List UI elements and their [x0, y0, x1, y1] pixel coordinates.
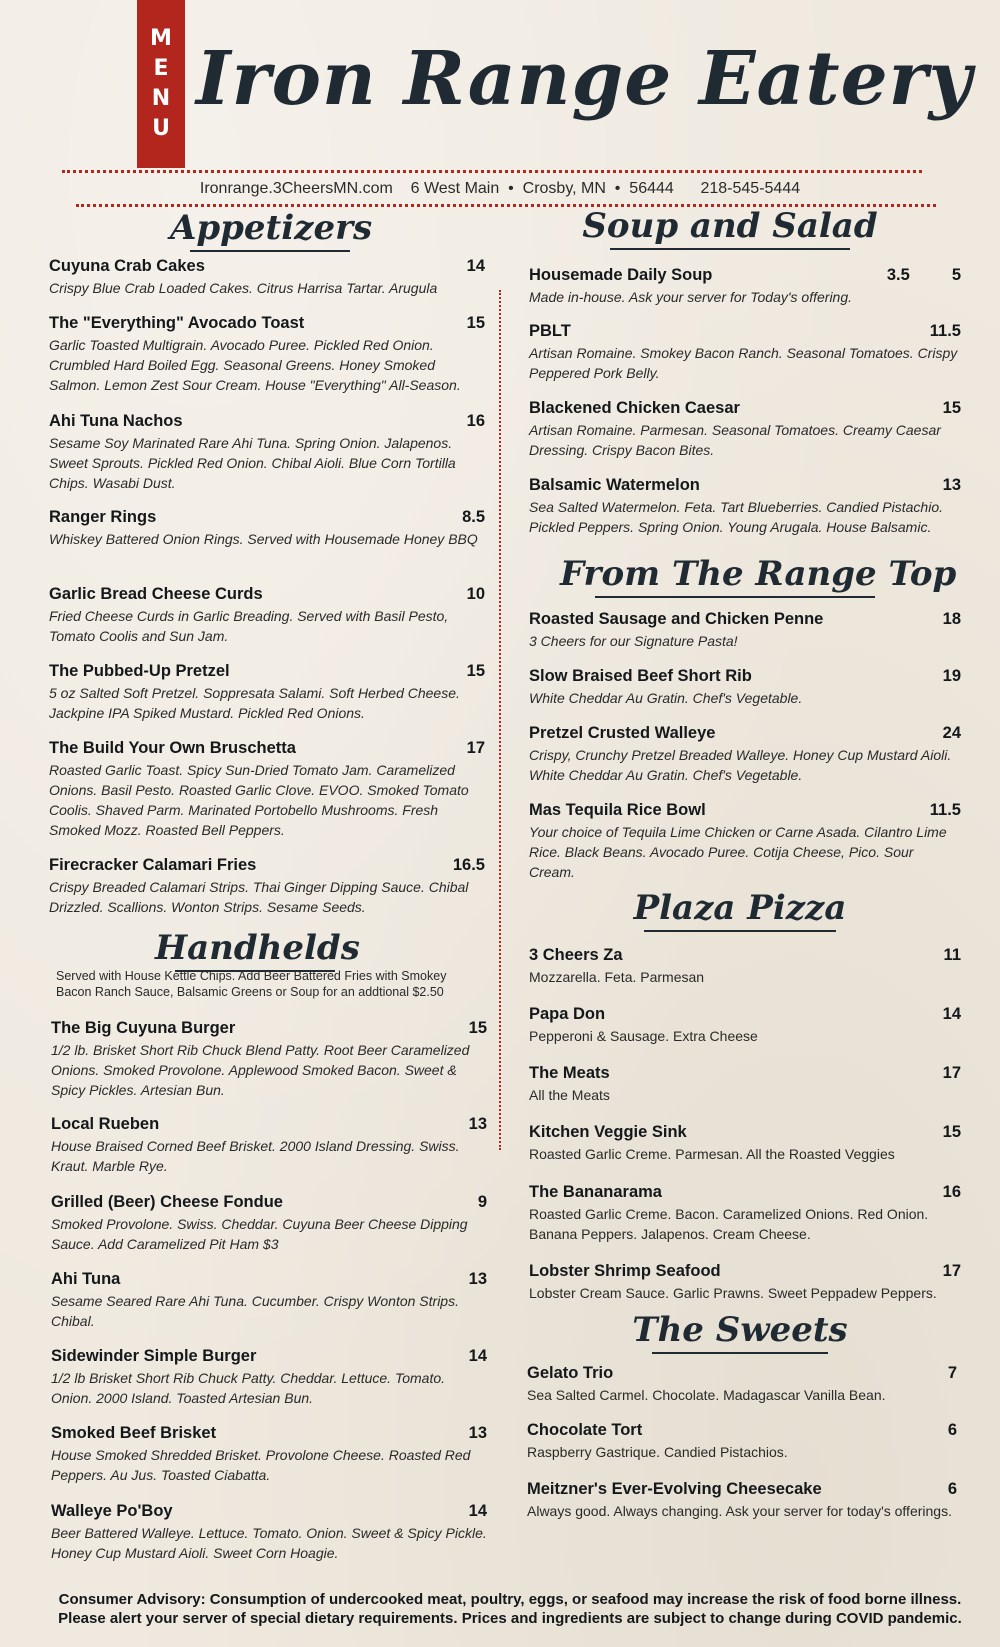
menu-item	[529, 667, 961, 708]
menu-item	[529, 1005, 961, 1046]
item-name: Meitzner's Ever-Evolving Cheesecake	[527, 1480, 822, 1498]
item-description: Always good. Always changing. Ask your server for today's offerings.	[527, 1503, 952, 1519]
menu-item	[529, 1064, 961, 1105]
separator: •	[614, 180, 621, 197]
item-price: 13	[468, 1270, 487, 1288]
item-price: 14	[466, 257, 485, 275]
menu-item	[529, 1123, 961, 1164]
item-description: White Cheddar Au Gratin. Chef's Vegetable.	[529, 690, 803, 706]
item-description: Smoked Provolone. Swiss. Cheddar. Cuyuna Beer Cheese Dipping Sauce. Add Caramelized Pit Ham $3	[51, 1216, 468, 1252]
item-price: 16	[466, 412, 485, 430]
item-price: 11.5	[929, 322, 961, 340]
item-name: Sidewinder Simple Burger	[51, 1347, 257, 1365]
zip: 56444	[629, 180, 674, 197]
item-name: Gelato Trio	[527, 1364, 614, 1382]
item-name: The Big Cuyuna Burger	[51, 1019, 236, 1037]
item-price: 11.5	[929, 801, 961, 819]
item-name: The Build Your Own Bruschetta	[49, 739, 296, 757]
item-description: Pepperoni & Sausage. Extra Cheese	[529, 1028, 758, 1044]
city: Crosby, MN	[522, 180, 606, 197]
item-name: Papa Don	[529, 1005, 606, 1023]
contact-line	[0, 180, 1000, 198]
item-description: Your choice of Tequila Lime Chicken or Carne Asada. Cilantro Lime Rice. Black Beans. Avocado Puree. Cotija Cheese, Pico. Sour Cream.	[529, 824, 947, 880]
menu-item	[49, 257, 485, 298]
item-description: Sea Salted Watermelon. Feta. Tart Blueberries. Candied Pistachio. Pickled Peppers. Spring Onion. Young Arugala. House Balsamic.	[529, 499, 943, 535]
item-description: Roasted Garlic Creme. Bacon. Caramelized Onions. Red Onion. Banana Peppers. Jalapenos. Cream Cheese.	[529, 1206, 929, 1242]
item-name: Pretzel Crusted Walleye	[529, 724, 716, 742]
menu-item	[527, 1364, 957, 1405]
item-price: 15	[466, 314, 485, 332]
item-price: 24	[942, 724, 961, 742]
item-name: The "Everything" Avocado Toast	[49, 314, 305, 332]
item-prices	[887, 266, 961, 285]
item-description: Fried Cheese Curds in Garlic Breading. Served with Basil Pesto, Tomato Coolis and Sun Jam.	[49, 608, 449, 644]
menu-item	[51, 1270, 487, 1331]
item-price: 14	[942, 1005, 961, 1023]
item-description: Sesame Seared Rare Ahi Tuna. Cucumber. Crispy Wonton Strips. Chibal.	[51, 1293, 459, 1329]
item-description: 5 oz Salted Soft Pretzel. Soppresata Salami. Soft Herbed Cheese. Jackpine IPA Spiked Mustard. Pickled Red Onions.	[49, 685, 460, 721]
item-name: PBLT	[529, 322, 571, 340]
menu-tab-letter: N	[151, 86, 171, 111]
menu-item	[529, 322, 961, 383]
item-price: 17	[466, 739, 485, 757]
item-price: 15	[942, 399, 961, 417]
item-name: Firecracker Calamari Fries	[49, 856, 257, 874]
item-name: Mas Tequila Rice Bowl	[529, 801, 706, 819]
item-name: Smoked Beef Brisket	[51, 1424, 217, 1442]
item-price: 13	[468, 1115, 487, 1133]
item-price-large: 5	[951, 266, 961, 284]
heading-range-top: From The Range Top	[560, 554, 910, 598]
item-name: Balsamic Watermelon	[529, 476, 700, 494]
menu-tab	[137, 0, 185, 168]
item-price: 8.5	[462, 508, 485, 526]
menu-item	[529, 724, 961, 785]
item-description: Crispy, Crunchy Pretzel Breaded Walleye. Honey Cup Mustard Aioli. White Cheddar Au Gratin. Chef's Vegetable.	[529, 747, 952, 783]
item-description: Made in-house. Ask your server for Today's offering.	[529, 289, 853, 305]
item-description: Crispy Breaded Calamari Strips. Thai Ginger Dipping Sauce. Chibal Drizzled. Scallions. Wonton Strips. Sesame Seeds.	[49, 879, 469, 915]
item-price: 6	[947, 1421, 957, 1439]
menu-item	[529, 266, 961, 307]
menu-item	[529, 610, 961, 651]
top-divider	[62, 170, 922, 173]
item-description: Garlic Toasted Multigrain. Avocado Puree. Pickled Red Onion. Crumbled Hard Boiled Egg. Seasonal Greens. Honey Smoked Salmon. Lemon Zest Sour Cream. House "Everything" All-Season.	[49, 337, 461, 393]
menu-item	[529, 946, 961, 987]
item-price: 15	[466, 662, 485, 680]
restaurant-title: Iron Range Eatery	[196, 36, 973, 122]
menu-item	[529, 476, 961, 537]
heading-pizza: Plaza Pizza	[620, 888, 860, 932]
item-name: Roasted Sausage and Chicken Penne	[529, 610, 824, 628]
menu-item	[49, 856, 485, 917]
item-price: 17	[942, 1262, 961, 1280]
item-price: 14	[468, 1502, 487, 1520]
menu-item	[49, 662, 485, 723]
menu-tab-letter: M	[150, 26, 172, 51]
separator: •	[508, 180, 514, 197]
phone[interactable]: 218-545-5444	[700, 180, 801, 197]
menu-item	[49, 314, 485, 395]
menu-item	[529, 399, 961, 460]
item-description: Sea Salted Carmel. Chocolate. Madagascar Vanilla Bean.	[527, 1387, 886, 1403]
item-description: Mozzarella. Feta. Parmesan	[529, 969, 705, 985]
item-price: 14	[468, 1347, 487, 1365]
menu-item	[527, 1480, 957, 1521]
item-name: Lobster Shrimp Seafood	[529, 1262, 721, 1280]
item-name: Housemade Daily Soup	[529, 266, 713, 284]
item-description: 1/2 lb. Brisket Short Rib Chuck Blend Patty. Root Beer Caramelized Onions. Smoked Provolone. Applewood Smoked Bacon. Sweet & Spicy Pickles. Artesian Bun.	[51, 1042, 470, 1098]
item-description: Beer Battered Walleye. Lettuce. Tomato. Onion. Sweet & Spicy Pickle. Honey Cup Mustard Aioli. Sweet Corn Hoagie.	[51, 1525, 487, 1561]
item-description: Crispy Blue Crab Loaded Cakes. Citrus Harrisa Tartar. Arugula	[49, 280, 438, 296]
item-name: 3 Cheers Za	[529, 946, 623, 964]
item-price: 9	[477, 1193, 487, 1211]
menu-item	[49, 739, 485, 840]
item-description: 1/2 lb Brisket Short Rib Chuck Patty. Cheddar. Lettuce. Tomato. Onion. 2000 Island. Toasted Artesian Bun.	[51, 1370, 446, 1406]
item-price: 13	[468, 1424, 487, 1442]
menu-item	[51, 1115, 487, 1176]
item-name: Grilled (Beer) Cheese Fondue	[51, 1193, 283, 1211]
menu-item	[529, 1183, 961, 1244]
item-price: 15	[468, 1019, 487, 1037]
item-name: Ranger Rings	[49, 508, 157, 526]
consumer-advisory: Consumer Advisory: Consumption of undercooked meat, poultry, eggs, or seafood may increase the risk of food borne illness. Please alert your server of special dietary requirements. Prices and ingredients are subject to change during COVID pandemic.	[58, 1591, 962, 1627]
item-description: Roasted Garlic Toast. Spicy Sun-Dried Tomato Jam. Caramelized Onions. Basil Pesto. Roasted Garlic Clove. EVOO. Smoked Tomato Coolis. Shaved Parm. Marinated Portobello Mushrooms. Fresh Smoked Mozz. Roasted Bell Peppers.	[49, 762, 469, 838]
item-price-small: 3.5	[886, 266, 910, 284]
item-description: 3 Cheers for our Signature Pasta!	[529, 633, 738, 649]
item-price: 16	[942, 1183, 961, 1201]
item-price: 17	[942, 1064, 961, 1082]
item-description: Artisan Romaine. Parmesan. Seasonal Tomatoes. Creamy Caesar Dressing. Crispy Bacon Bites.	[529, 422, 941, 458]
item-description: House Smoked Shredded Brisket. Provolone Cheese. Roasted Red Peppers. Au Jus. Toasted Ciabatta.	[51, 1447, 471, 1483]
column-divider	[499, 290, 501, 1150]
item-description: Raspberry Gastrique. Candied Pistachios.	[527, 1444, 788, 1460]
item-name: Slow Braised Beef Short Rib	[529, 667, 752, 685]
item-name: Kitchen Veggie Sink	[529, 1123, 687, 1141]
menu-item	[529, 801, 961, 882]
item-price: 16.5	[452, 856, 485, 874]
item-price: 6	[947, 1480, 957, 1498]
item-description: All the Meats	[529, 1087, 610, 1103]
heading-soup-salad: Soup and Salad	[580, 206, 880, 250]
menu-item	[51, 1193, 487, 1254]
item-description: Roasted Garlic Creme. Parmesan. All the Roasted Veggies	[529, 1146, 895, 1162]
item-description: House Braised Corned Beef Brisket. 2000 Island Dressing. Swiss. Kraut. Marble Rye.	[51, 1138, 460, 1174]
item-name: The Pubbed-Up Pretzel	[49, 662, 230, 680]
street: 6 West Main	[410, 180, 500, 197]
menu-item	[527, 1421, 957, 1462]
item-name: Walleye Po'Boy	[51, 1502, 173, 1520]
handhelds-note: Served with House Kettle Chips. Add Beer Battered Fries with Smokey Bacon Ranch Sauce, Balsamic Greens or Soup for an addtional $2.50	[56, 969, 447, 999]
menu-item	[49, 508, 485, 549]
menu-item	[51, 1502, 487, 1563]
item-price: 11	[943, 946, 961, 964]
item-price: 15	[942, 1123, 961, 1141]
item-name: Garlic Bread Cheese Curds	[49, 585, 263, 603]
item-name: Local Rueben	[51, 1115, 160, 1133]
menu-item	[51, 1347, 487, 1408]
item-description: Lobster Cream Sauce. Garlic Prawns. Sweet Peppadew Peppers.	[529, 1285, 937, 1301]
item-description: Whiskey Battered Onion Rings. Served with Housemade Honey BBQ	[49, 531, 478, 547]
website-link[interactable]: Ironrange.3CheersMN.com	[199, 180, 393, 197]
item-name: The Bananarama	[529, 1183, 662, 1201]
item-price: 10	[466, 585, 485, 603]
menu-tab-letter: U	[152, 116, 170, 141]
menu-item	[51, 1424, 487, 1485]
item-name: Chocolate Tort	[527, 1421, 643, 1439]
item-name: Ahi Tuna Nachos	[49, 412, 183, 430]
item-description: Sesame Soy Marinated Rare Ahi Tuna. Spring Onion. Jalapenos. Sweet Sprouts. Pickled Red Onion. Chibal Aioli. Blue Corn Tortilla Chips. Wasabi Dust.	[49, 435, 456, 491]
menu-tab-letter: E	[153, 56, 169, 81]
menu-item	[49, 412, 485, 493]
item-name: The Meats	[529, 1064, 610, 1082]
heading-appetizers: Appetizers	[170, 208, 370, 252]
heading-sweets: The Sweets	[630, 1310, 850, 1354]
item-name: Cuyuna Crab Cakes	[49, 257, 205, 275]
menu-item	[51, 1019, 487, 1100]
item-name: Ahi Tuna	[51, 1270, 121, 1288]
item-price: 7	[947, 1364, 957, 1382]
item-name: Blackened Chicken Caesar	[529, 399, 740, 417]
heading-handhelds: Handhelds	[155, 928, 355, 972]
item-price: 19	[942, 667, 961, 685]
item-description: Artisan Romaine. Smokey Bacon Ranch. Seasonal Tomatoes. Crispy Peppered Pork Belly.	[529, 345, 958, 381]
menu-item	[49, 585, 485, 646]
menu-item	[529, 1262, 961, 1303]
item-price: 13	[942, 476, 961, 494]
item-price: 18	[942, 610, 961, 628]
